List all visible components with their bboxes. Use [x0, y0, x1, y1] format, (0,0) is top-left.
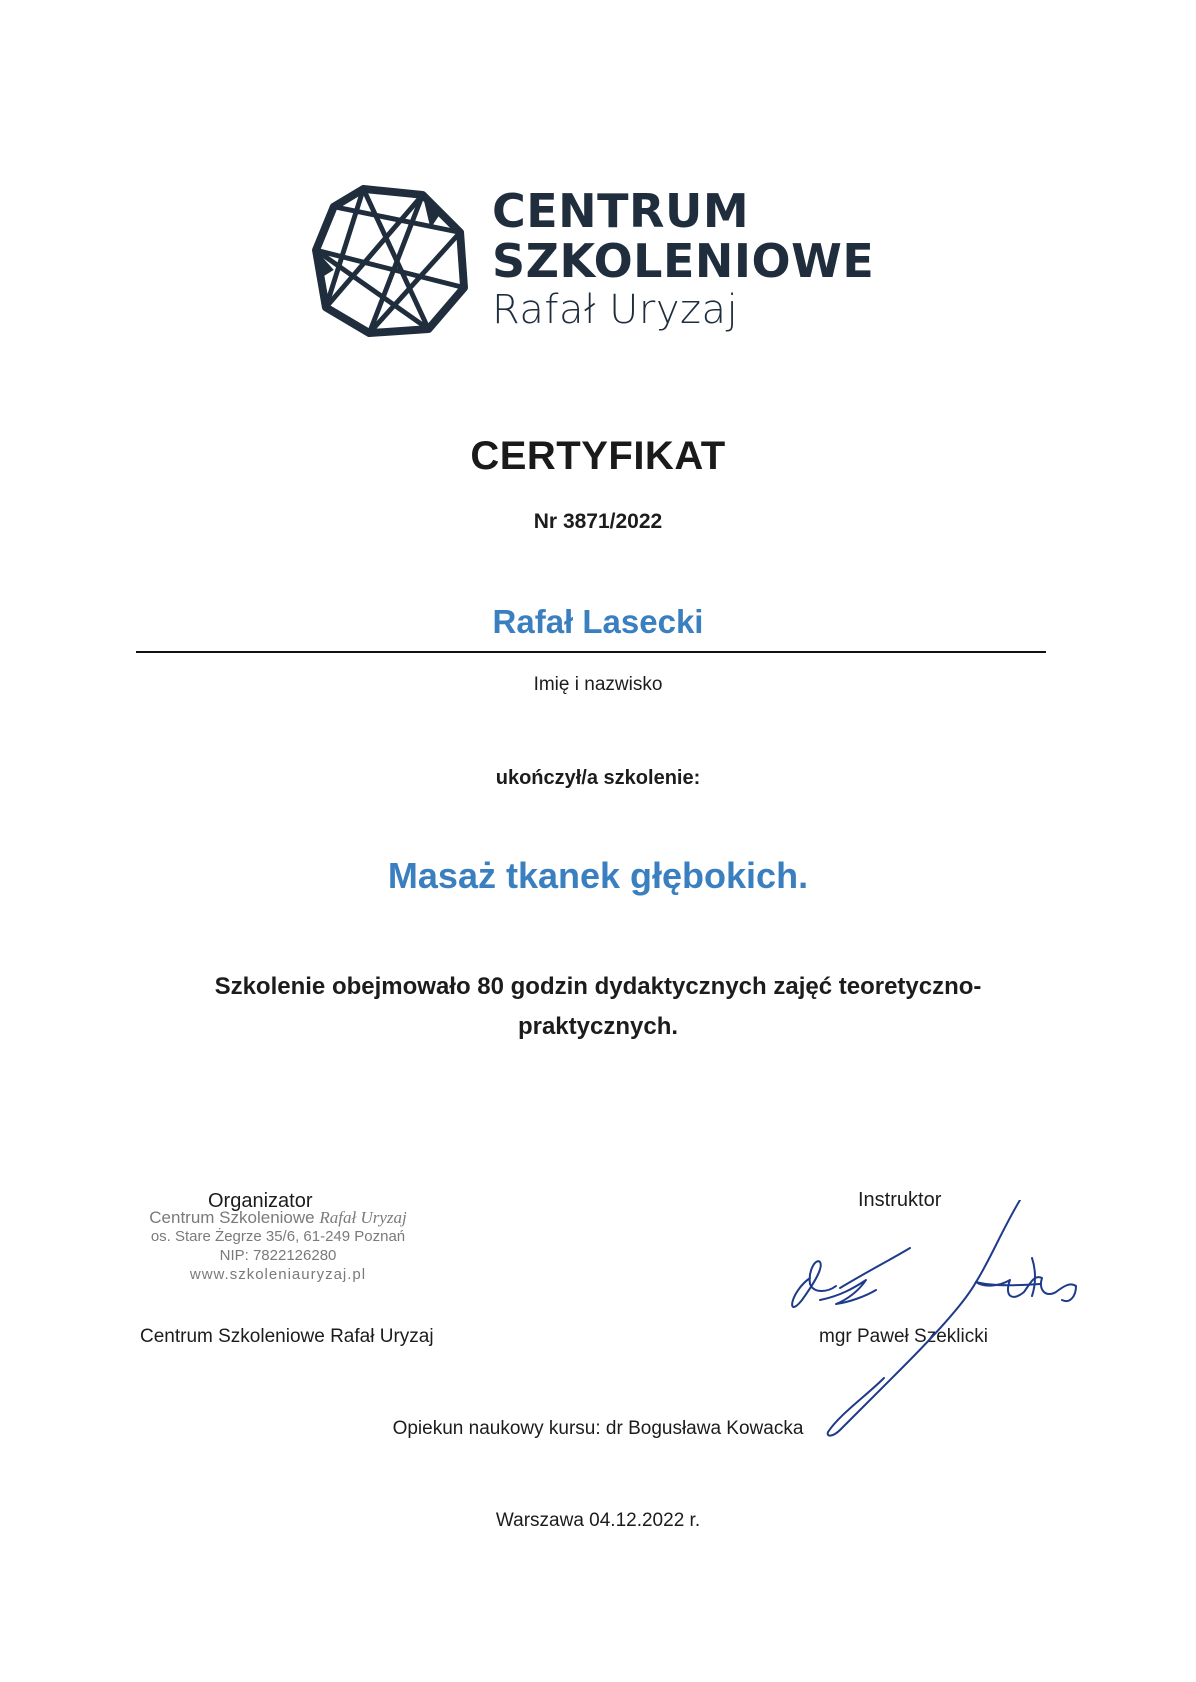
course-title: Masaż tkanek głębokich. — [387, 855, 809, 896]
stamp-name-italic: Rafał Uryzaj — [319, 1208, 407, 1227]
instructor-heading: Instruktor — [858, 1189, 942, 1211]
course-description-line-2: praktycznych. — [517, 1013, 679, 1040]
instructor-signature — [780, 1200, 1100, 1440]
stamp-name — [148, 1208, 408, 1227]
recipient-name: Rafał Lasecki — [492, 603, 704, 640]
organizer-heading: Organizator — [208, 1190, 313, 1212]
instructor-name: mgr Paweł Szeklicki — [819, 1326, 988, 1347]
stamp-nip: NIP: 7822126280 — [219, 1247, 337, 1264]
logo-wordmark — [492, 186, 874, 334]
name-underline — [136, 651, 1046, 653]
certificate-title: CERTYFIKAT — [470, 434, 726, 478]
name-caption: Imię i nazwisko — [533, 674, 663, 695]
stamp-website: www.szkoleniauryzaj.pl — [189, 1266, 367, 1283]
place-and-date: Warszawa 04.12.2022 r. — [495, 1510, 701, 1531]
scientific-supervisor: Opiekun naukowy kursu: dr Bogusława Kowacka — [392, 1418, 804, 1439]
organizer-stamp — [148, 1208, 408, 1284]
logo-icon — [312, 185, 470, 337]
logo-line-szkoleniowe: SZKOLENIOWE — [492, 234, 875, 288]
course-description-line-1: Szkolenie obejmowało 80 godzin dydaktycznych zajęć teoretyczno- — [214, 973, 982, 1000]
stamp-address: os. Stare Żegrze 35/6, 61-249 Poznań — [150, 1228, 406, 1245]
logo-line-centrum: CENTRUM — [492, 184, 750, 238]
organizer-name: Centrum Szkoleniowe Rafał Uryzaj — [140, 1326, 434, 1347]
logo-line-owner: Rafał Uryzaj — [492, 287, 739, 333]
completed-label: ukończył/a szkolenie: — [495, 767, 701, 789]
course-description — [0, 967, 1196, 1047]
stamp-name-regular: Centrum Szkoleniowe — [149, 1208, 315, 1227]
certificate-number: Nr 3871/2022 — [533, 510, 663, 533]
